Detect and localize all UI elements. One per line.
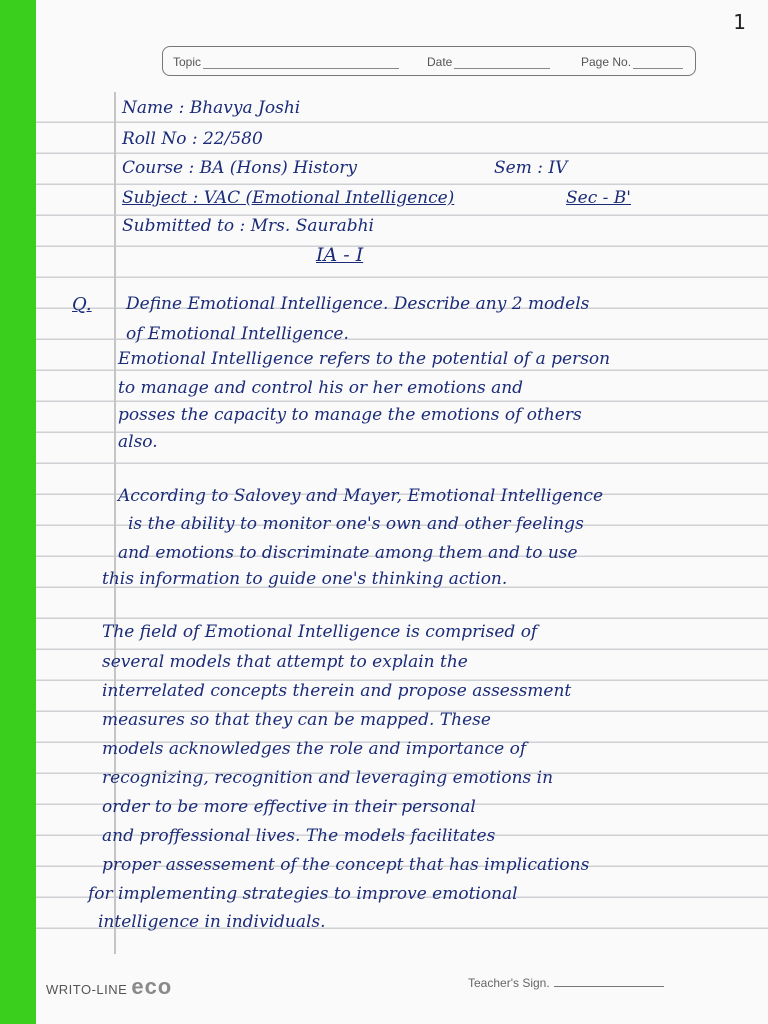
answer-line: for implementing strategies to improve emotional <box>88 884 518 904</box>
date-field <box>427 55 550 69</box>
answer-line: models acknowledges the role and importance of <box>102 739 527 759</box>
answer-line: posses the capacity to manage the emotions of others <box>118 405 582 425</box>
answer-line: to manage and control his or her emotions and <box>118 378 524 398</box>
assignment-title: IA - I <box>316 244 364 266</box>
student-course: Course : BA (Hons) History <box>122 158 357 178</box>
header-box <box>162 46 696 76</box>
student-sem: Sem : IV <box>494 158 568 178</box>
answer-line: is the ability to monitor one's own and other feelings <box>128 514 584 534</box>
submitted-to: Submitted to : Mrs. Saurabhi <box>122 216 374 236</box>
date-label: Date <box>427 55 453 69</box>
answer-line: According to Salovey and Mayer, Emotional Intelligence <box>118 486 604 506</box>
answer-line: this information to guide one's thinking action. <box>102 569 508 589</box>
topic-label: Topic <box>173 55 202 69</box>
student-section: Sec - B' <box>566 188 631 208</box>
answer-line: several models that attempt to explain the <box>102 652 468 672</box>
topic-field <box>173 55 399 69</box>
teacher-sign-label: Teacher's Sign. <box>468 976 550 990</box>
answer-line: interrelated concepts therein and propose assessment <box>102 681 572 701</box>
student-roll: Roll No : 22/580 <box>122 129 263 149</box>
answer-line: and proffessional lives. The models facilitates <box>102 826 496 846</box>
answer-line: and emotions to discriminate among them and to use <box>118 543 578 563</box>
page-no-field <box>581 55 683 69</box>
answer-line: intelligence in individuals. <box>98 912 326 932</box>
answer-line: measures so that they can be mapped. These <box>102 710 491 730</box>
question-line: of Emotional Intelligence. <box>126 324 349 344</box>
student-name: Name : Bhavya Joshi <box>122 98 301 118</box>
answer-line: Emotional Intelligence refers to the potential of a person <box>118 349 611 369</box>
question-line: Define Emotional Intelligence. Describe any 2 models <box>126 294 590 314</box>
answer-line: also. <box>118 432 158 452</box>
margin-line <box>114 92 116 954</box>
notebook-brand <box>46 974 172 1000</box>
page-no-label: Page No. <box>581 55 632 69</box>
answer-line: The field of Emotional Intelligence is comprised of <box>102 622 538 642</box>
teacher-sign <box>468 976 664 990</box>
brand-name: WRITO-LINE <box>46 982 128 997</box>
answer-line: recognizing, recognition and leveraging emotions in <box>102 768 554 788</box>
question-number: Q. <box>72 294 92 315</box>
student-subject: Subject : VAC (Emotional Intelligence) <box>122 188 455 208</box>
page-number: 1 <box>733 10 746 34</box>
eco-logo: eco <box>131 974 173 999</box>
answer-line: order to be more effective in their personal <box>102 797 476 817</box>
notebook-page <box>36 0 768 1024</box>
answer-line: proper assessement of the concept that has implications <box>102 855 590 875</box>
